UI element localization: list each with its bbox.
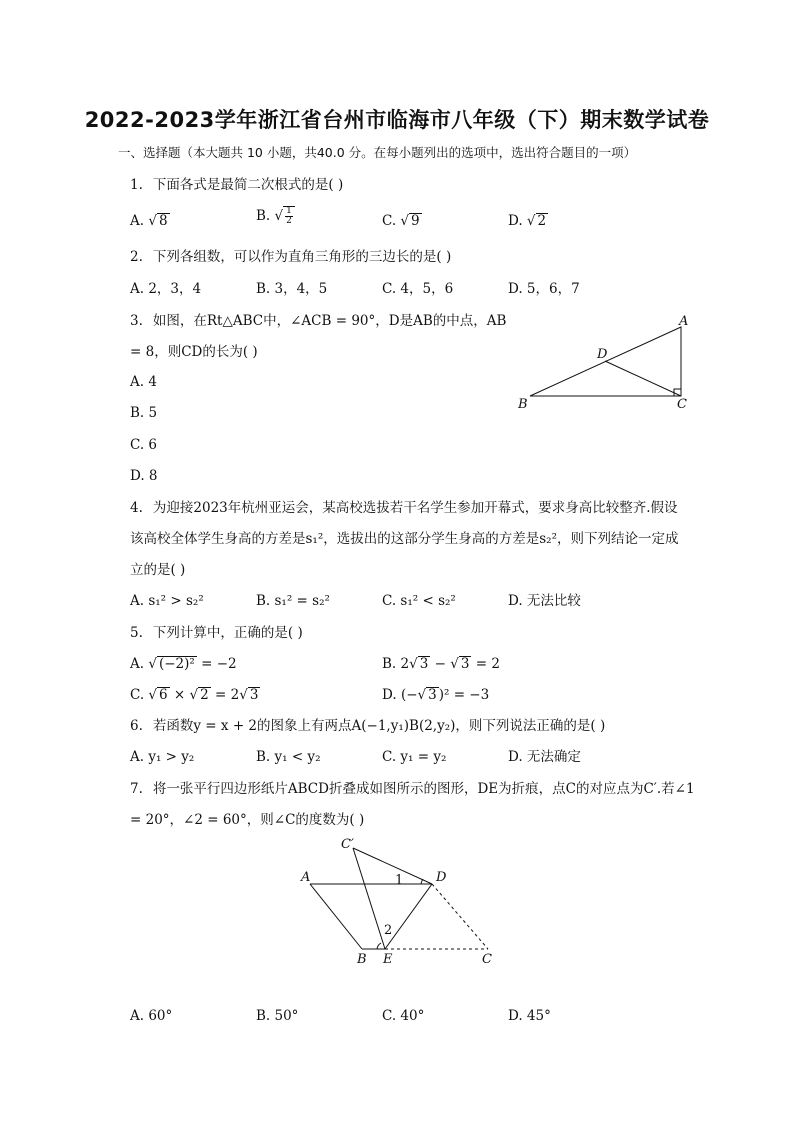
label-b: B (518, 397, 528, 412)
q3-option-d[interactable]: D. 8 (130, 468, 158, 484)
q6-option-a[interactable]: A. y₁ > y₂ (130, 749, 195, 765)
q7-option-a[interactable]: A. 60° (130, 1008, 173, 1024)
question-6-stem: 若函数y = x + 2的图象上有两点A(−1,y₁)B(2,y₂)，则下列说法正确的是( ) (152, 718, 606, 734)
question-4-line3: 立的是( ) (130, 562, 186, 578)
angle-2-arc (377, 943, 381, 949)
q2-option-c[interactable]: C. 4，5，6 (382, 281, 454, 297)
segment-dc-dashed (432, 884, 488, 949)
q1-option-c[interactable]: C. √ 9 (382, 213, 420, 229)
q6-option-c[interactable]: C. y₁ = y₂ (382, 749, 447, 765)
segment-cpe (353, 848, 385, 949)
question-4: 4. 为迎接2023年杭州亚运会，某高校选拔若干名学生参加开幕式，要求身高比较整齐.假设 (130, 500, 678, 516)
segment-de (385, 884, 432, 949)
q5-option-b[interactable]: B. 2√ 3 − √ 3 = 2 (382, 656, 500, 672)
segment-cpd (353, 848, 432, 884)
question-3: 3. 如图，在Rt△ABC中，∠ACB = 90°，D是AB的中点，AB (130, 313, 507, 329)
question-7: 7. 将一张平行四边形纸片ABCD折叠成如图所示的图形，DE为折痕，点C的对应点为C′.若∠1 (130, 781, 695, 797)
right-angle-mark (674, 389, 681, 396)
q1-option-a[interactable]: A. √ 8 (130, 213, 168, 229)
q5-option-a[interactable]: A. √ (−2)² = −2 (130, 656, 237, 672)
q7-option-c[interactable]: C. 40° (382, 1008, 425, 1024)
question-1: 1. 下面各式是最简二次根式的是( ) (130, 177, 344, 193)
angle-1-arc (421, 879, 423, 884)
question-6: 6. 若函数y = x + 2的图象上有两点A(−1,y₁)B(2,y₂)，则下列说法正确的是( ) (130, 718, 606, 734)
question-7-line1: 将一张平行四边形纸片ABCD折叠成如图所示的图形，DE为折痕，点C的对应点为C′.若∠1 (152, 781, 695, 797)
q4-option-a[interactable]: A. s₁² > s₂² (130, 593, 204, 609)
question-4-line2: 该高校全体学生身高的方差是s₁²，选拔出的这部分学生身高的方差是s₂²，则下列结论一定成 (130, 531, 679, 547)
q3-option-b[interactable]: B. 5 (130, 405, 158, 421)
label-angle-2: 2 (384, 923, 393, 938)
q4-option-b[interactable]: B. s₁² = s₂² (256, 593, 330, 609)
q4-option-d[interactable]: D. 无法比较 (508, 593, 581, 609)
label-a: A (301, 870, 311, 885)
question-5: 5. 下列计算中，正确的是( ) (130, 625, 303, 641)
q1-option-b[interactable]: B. √ $\frac{1}{2}$ (256, 206, 295, 226)
page-title: 2022-2023学年浙江省台州市临海市八年级（下）期末数学试卷 (84, 108, 710, 132)
q6-option-d[interactable]: D. 无法确定 (508, 749, 581, 765)
q6-option-b[interactable]: B. y₁ < y₂ (256, 749, 321, 765)
label-d: D (597, 347, 608, 362)
label-a: A (679, 314, 689, 329)
q2-option-a[interactable]: A. 2，3，4 (130, 281, 202, 297)
label-d: D (436, 870, 447, 885)
q7-option-d[interactable]: D. 45° (508, 1008, 551, 1024)
label-c: C (482, 952, 492, 967)
q3-option-a[interactable]: A. 4 (130, 374, 157, 390)
q5-option-d[interactable]: D. (−√ 3 )² = −3 (382, 687, 490, 703)
section-heading: 一、选择题（本大题共 10 小题，共40.0 分。在每小题列出的选项中，选出符合题目的一项） (118, 145, 637, 160)
label-angle-1: 1 (395, 873, 404, 888)
q1-option-d[interactable]: D. √ 2 (508, 213, 547, 229)
question-2-stem: 下列各组数，可以作为直角三角形的三边长的是( ) (152, 249, 452, 265)
q3-option-c[interactable]: C. 6 (130, 437, 158, 453)
question-5-stem: 下列计算中，正确的是( ) (152, 625, 303, 641)
question-7-line2: = 20°，∠2 = 60°，则∠C的度数为( ) (130, 812, 365, 828)
question-1-stem: 下面各式是最简二次根式的是( ) (152, 177, 344, 193)
label-e: E (383, 952, 393, 967)
label-c: C (677, 397, 687, 412)
question-3-stem-line2: = 8，则CD的长为( ) (130, 344, 258, 360)
question-2: 2. 下列各组数，可以作为直角三角形的三边长的是( ) (130, 249, 452, 265)
segment-ab (310, 884, 362, 949)
q2-option-b[interactable]: B. 3，4，5 (256, 281, 328, 297)
q7-parallelogram-figure (295, 835, 510, 970)
q2-option-d[interactable]: D. 5，6，7 (508, 281, 580, 297)
q5-option-c[interactable]: C. √ 6 × √ 2 = 2√ 3 (130, 687, 259, 703)
question-3-stem-line1: 如图，在Rt△ABC中，∠ACB = 90°，D是AB的中点，AB (152, 313, 507, 329)
label-c-prime: C′ (341, 837, 354, 852)
label-b: B (357, 952, 367, 967)
segment-cd (605, 361, 681, 396)
q4-option-c[interactable]: C. s₁² < s₂² (382, 593, 456, 609)
q3-triangle-figure (505, 310, 705, 415)
question-4-line1: 为迎接2023年杭州亚运会，某高校选拔若干名学生参加开幕式，要求身高比较整齐.假设 (152, 500, 678, 516)
q7-option-b[interactable]: B. 50° (256, 1008, 299, 1024)
